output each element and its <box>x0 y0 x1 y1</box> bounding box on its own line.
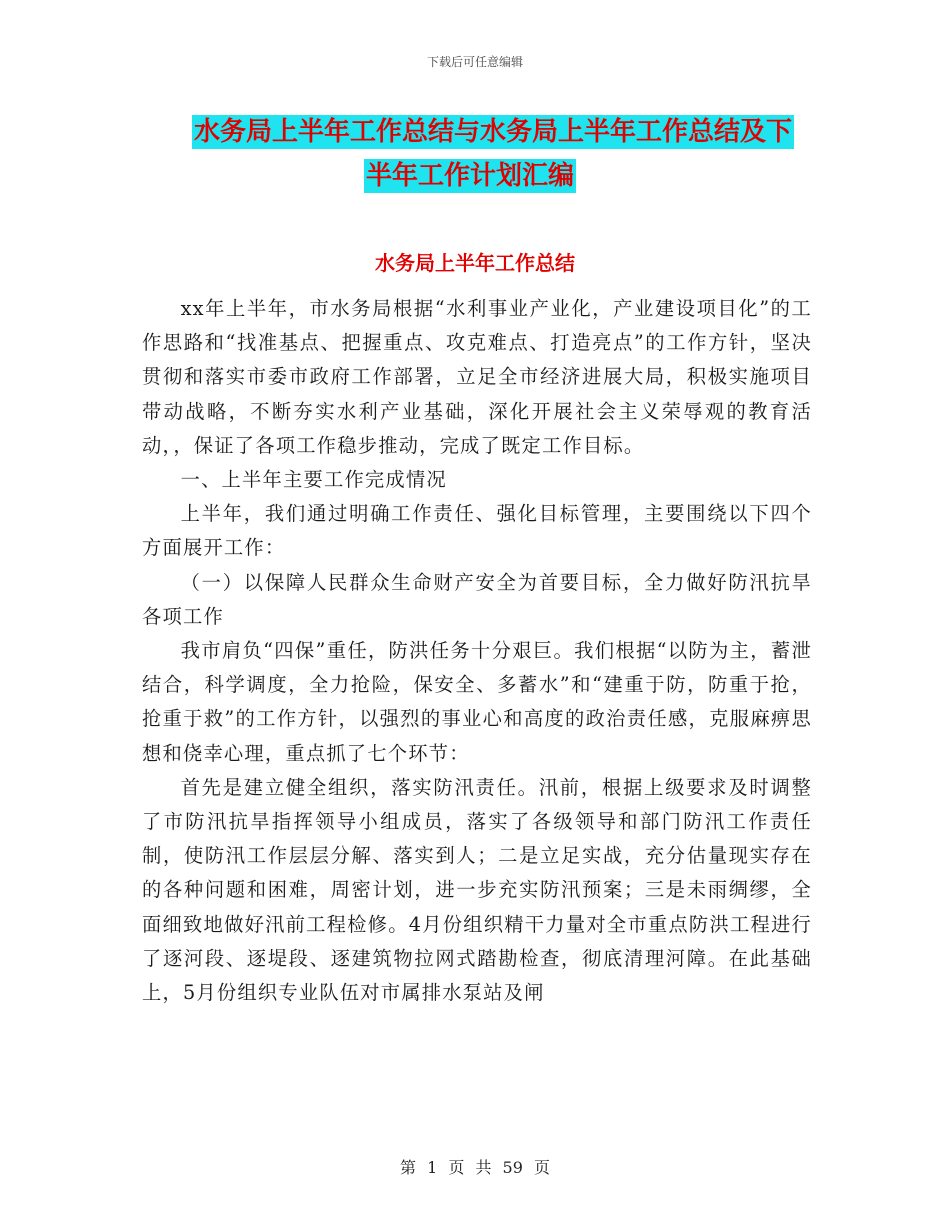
title-line-1: 水务局上半年工作总结与水务局上半年工作总结及下 <box>194 117 793 147</box>
title-line-2: 半年工作计划汇编 <box>366 161 575 191</box>
header-note: 下载后可任意编辑 <box>426 55 523 69</box>
section-title: 水务局上半年工作总结 <box>375 251 575 275</box>
document-title <box>192 110 812 198</box>
subheading-flood-control: （一）以保障人民群众生命财产安全为首要目标，全力做好防汛抗旱各项工作 <box>142 570 812 628</box>
page-footer: 第 1 页 共 59 页 <box>400 1158 550 1177</box>
paragraph-overview: 上半年，我们通过明确工作责任、强化目标管理，主要围绕以下四个方面展开工作： <box>142 502 812 560</box>
paragraph-flood-tasks: 我市肩负“四保”重任，防洪任务十分艰巨。我们根据“以防为主，蓄泄结合，科学调度，全力抢险，保安全、多蓄水”和“建重于防，防重于抢，抢重于救”的工作方针，以强烈的事业心和高度的政治责任感，克服麻痹思想和侥幸心理，重点抓了七个环节： <box>142 639 812 765</box>
document-body <box>142 292 812 1010</box>
paragraph-measures: 首先是建立健全组织，落实防汛责任。汛前，根据上级要求及时调整了市防汛抗旱指挥领导小组成员，落实了各级领导和部门防汛工作责任制，使防汛工作层层分解、落实到人；二是立足实战，充分估量现实存在的各种问题和困难，周密计划，进一步充实防汛预案；三是未雨绸缪，全面细致地做好汛前工程检修。4月份组织精干力量对全市重点防洪工程进行了逐河段、逐堤段、逐建筑物拉网式踏勘检查，彻底清理河障。在此基础上，5月份组织专业队伍对市属排水泵站及闸 <box>142 775 812 1005</box>
heading-part-one: 一、上半年主要工作完成情况 <box>180 468 447 492</box>
paragraph-intro: xx年上半年，市水务局根据“水利事业产业化，产业建设项目化”的工作思路和“找准基点、把握重点、攻克难点、打造亮点”的工作方针，坚决贯彻和落实市委市政府工作部署，立足全市经济进展大局，积极实施项目带动战略，不断夯实水利产业基础，深化开展社会主义荣辱观的教育活动，，保证了各项工作稳步推动，完成了既定工作目标。 <box>142 297 812 457</box>
